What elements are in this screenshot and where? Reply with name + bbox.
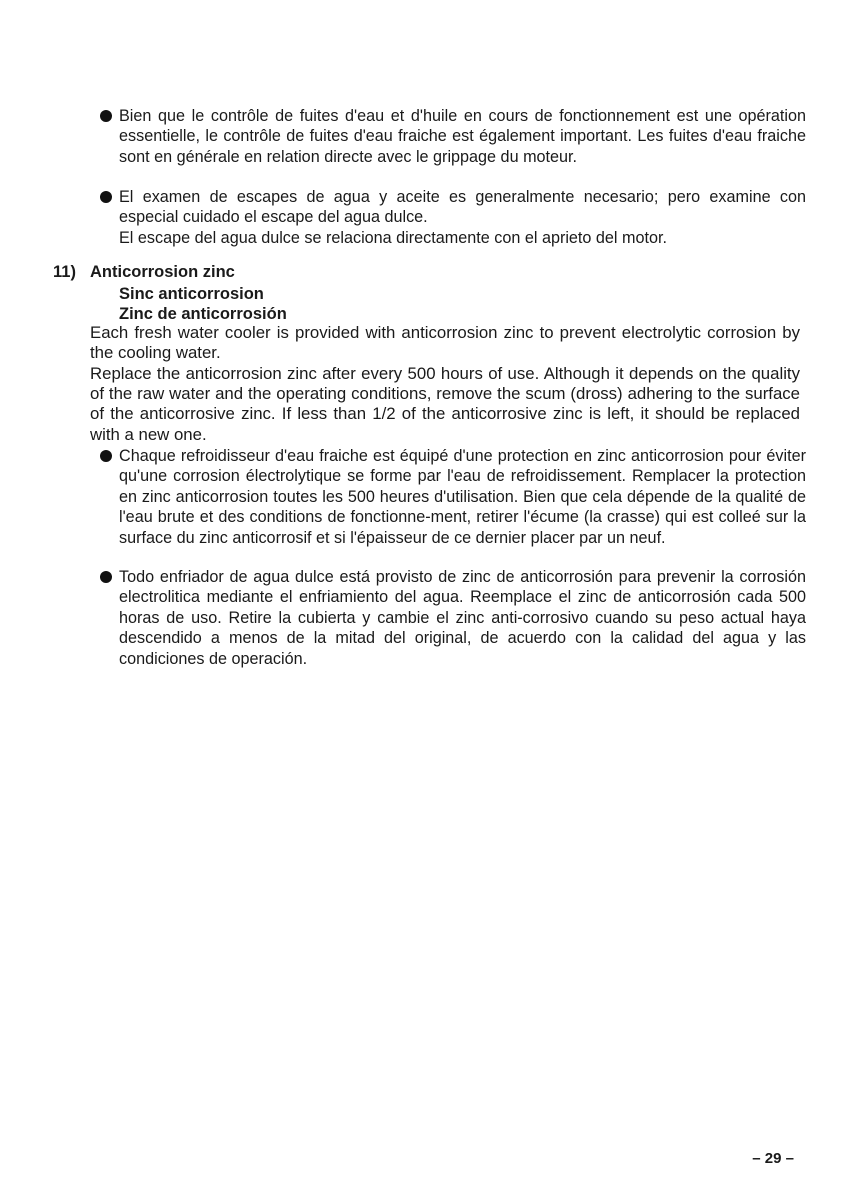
bullet-icon xyxy=(100,571,112,583)
section-title-en: Anticorrosion zinc xyxy=(90,263,235,281)
section-number: 11) xyxy=(53,263,76,281)
section-title-es: Zinc de anticorrosión xyxy=(119,305,287,323)
bullet-icon xyxy=(100,450,112,462)
paragraph-en-1: Each fresh water cooler is provided with anticorrosion zinc to prevent electrolytic corrosion by the cooling water. xyxy=(90,323,800,363)
page-number: – 29 – xyxy=(752,1150,794,1167)
bullet-text: El examen de escapes de agua y aceite es generalmente necesario; pero examine con especial cuidado el escape del agua dulce. xyxy=(119,188,806,227)
bullet-french-leaks xyxy=(100,106,806,167)
section-title-fr: Sinc anticorrosion xyxy=(119,285,264,303)
bullet-text: Bien que le contrôle de fuites d'eau et d'huile en cours de fonctionnement est une opération essentielle, le contrôle de fuites d'eau fraiche est également important. Les fuites d'eau fraiche sont en générale en relation directe avec le grippage du moteur. xyxy=(119,107,806,166)
paragraph-en-2: Replace the anticorrosion zinc after every 500 hours of use. Although it depends on the quality of the raw water and the operating conditions, remove the scum (dross) adhering to the surface of the anticorrosive zinc. If less than 1/2 of the anticorrosive zinc is left, it should be replaced with a new one. xyxy=(90,364,800,444)
bullet-icon xyxy=(100,191,112,203)
bullet-text: Todo enfriador de agua dulce está provisto de zinc de anticorrosión para prevenir la corrosión electrolitica mediante el enfriamiento del agua. Reemplace el zinc de anticorrosión cada 500 horas de uso. Retire la cubierta y cambie el zinc anti-corrosivo cuando su peso actual haya descendido a menos de la mitad del original, de acuerdo con la calidad del agua y las condiciones de operación. xyxy=(119,568,806,668)
bullet-french-zinc xyxy=(100,446,806,548)
bullet-text: Chaque refroidisseur d'eau fraiche est équipé d'une protection en zinc anticorrosion pour éviter qu'une corrosion électrolytique se forme par l'eau de refroidissement. Remplacer la protection en zinc anticorrosion toutes les 500 heures d'utilisation. Bien que cela dépende de la qualité de l'eau brute et des conditions de fonctionne-ment, retirer l'écume (la crasse) qui est colleé sur la surface du zinc anticorrosif et si l'épaisseur de ce dernier placer par un neuf. xyxy=(119,447,806,547)
bullet-text-continued: El escape del agua dulce se relaciona directamente con el aprieto del motor. xyxy=(119,228,668,247)
bullet-spanish-leaks xyxy=(100,187,806,248)
bullet-icon xyxy=(100,110,112,122)
bullet-spanish-zinc xyxy=(100,567,806,669)
